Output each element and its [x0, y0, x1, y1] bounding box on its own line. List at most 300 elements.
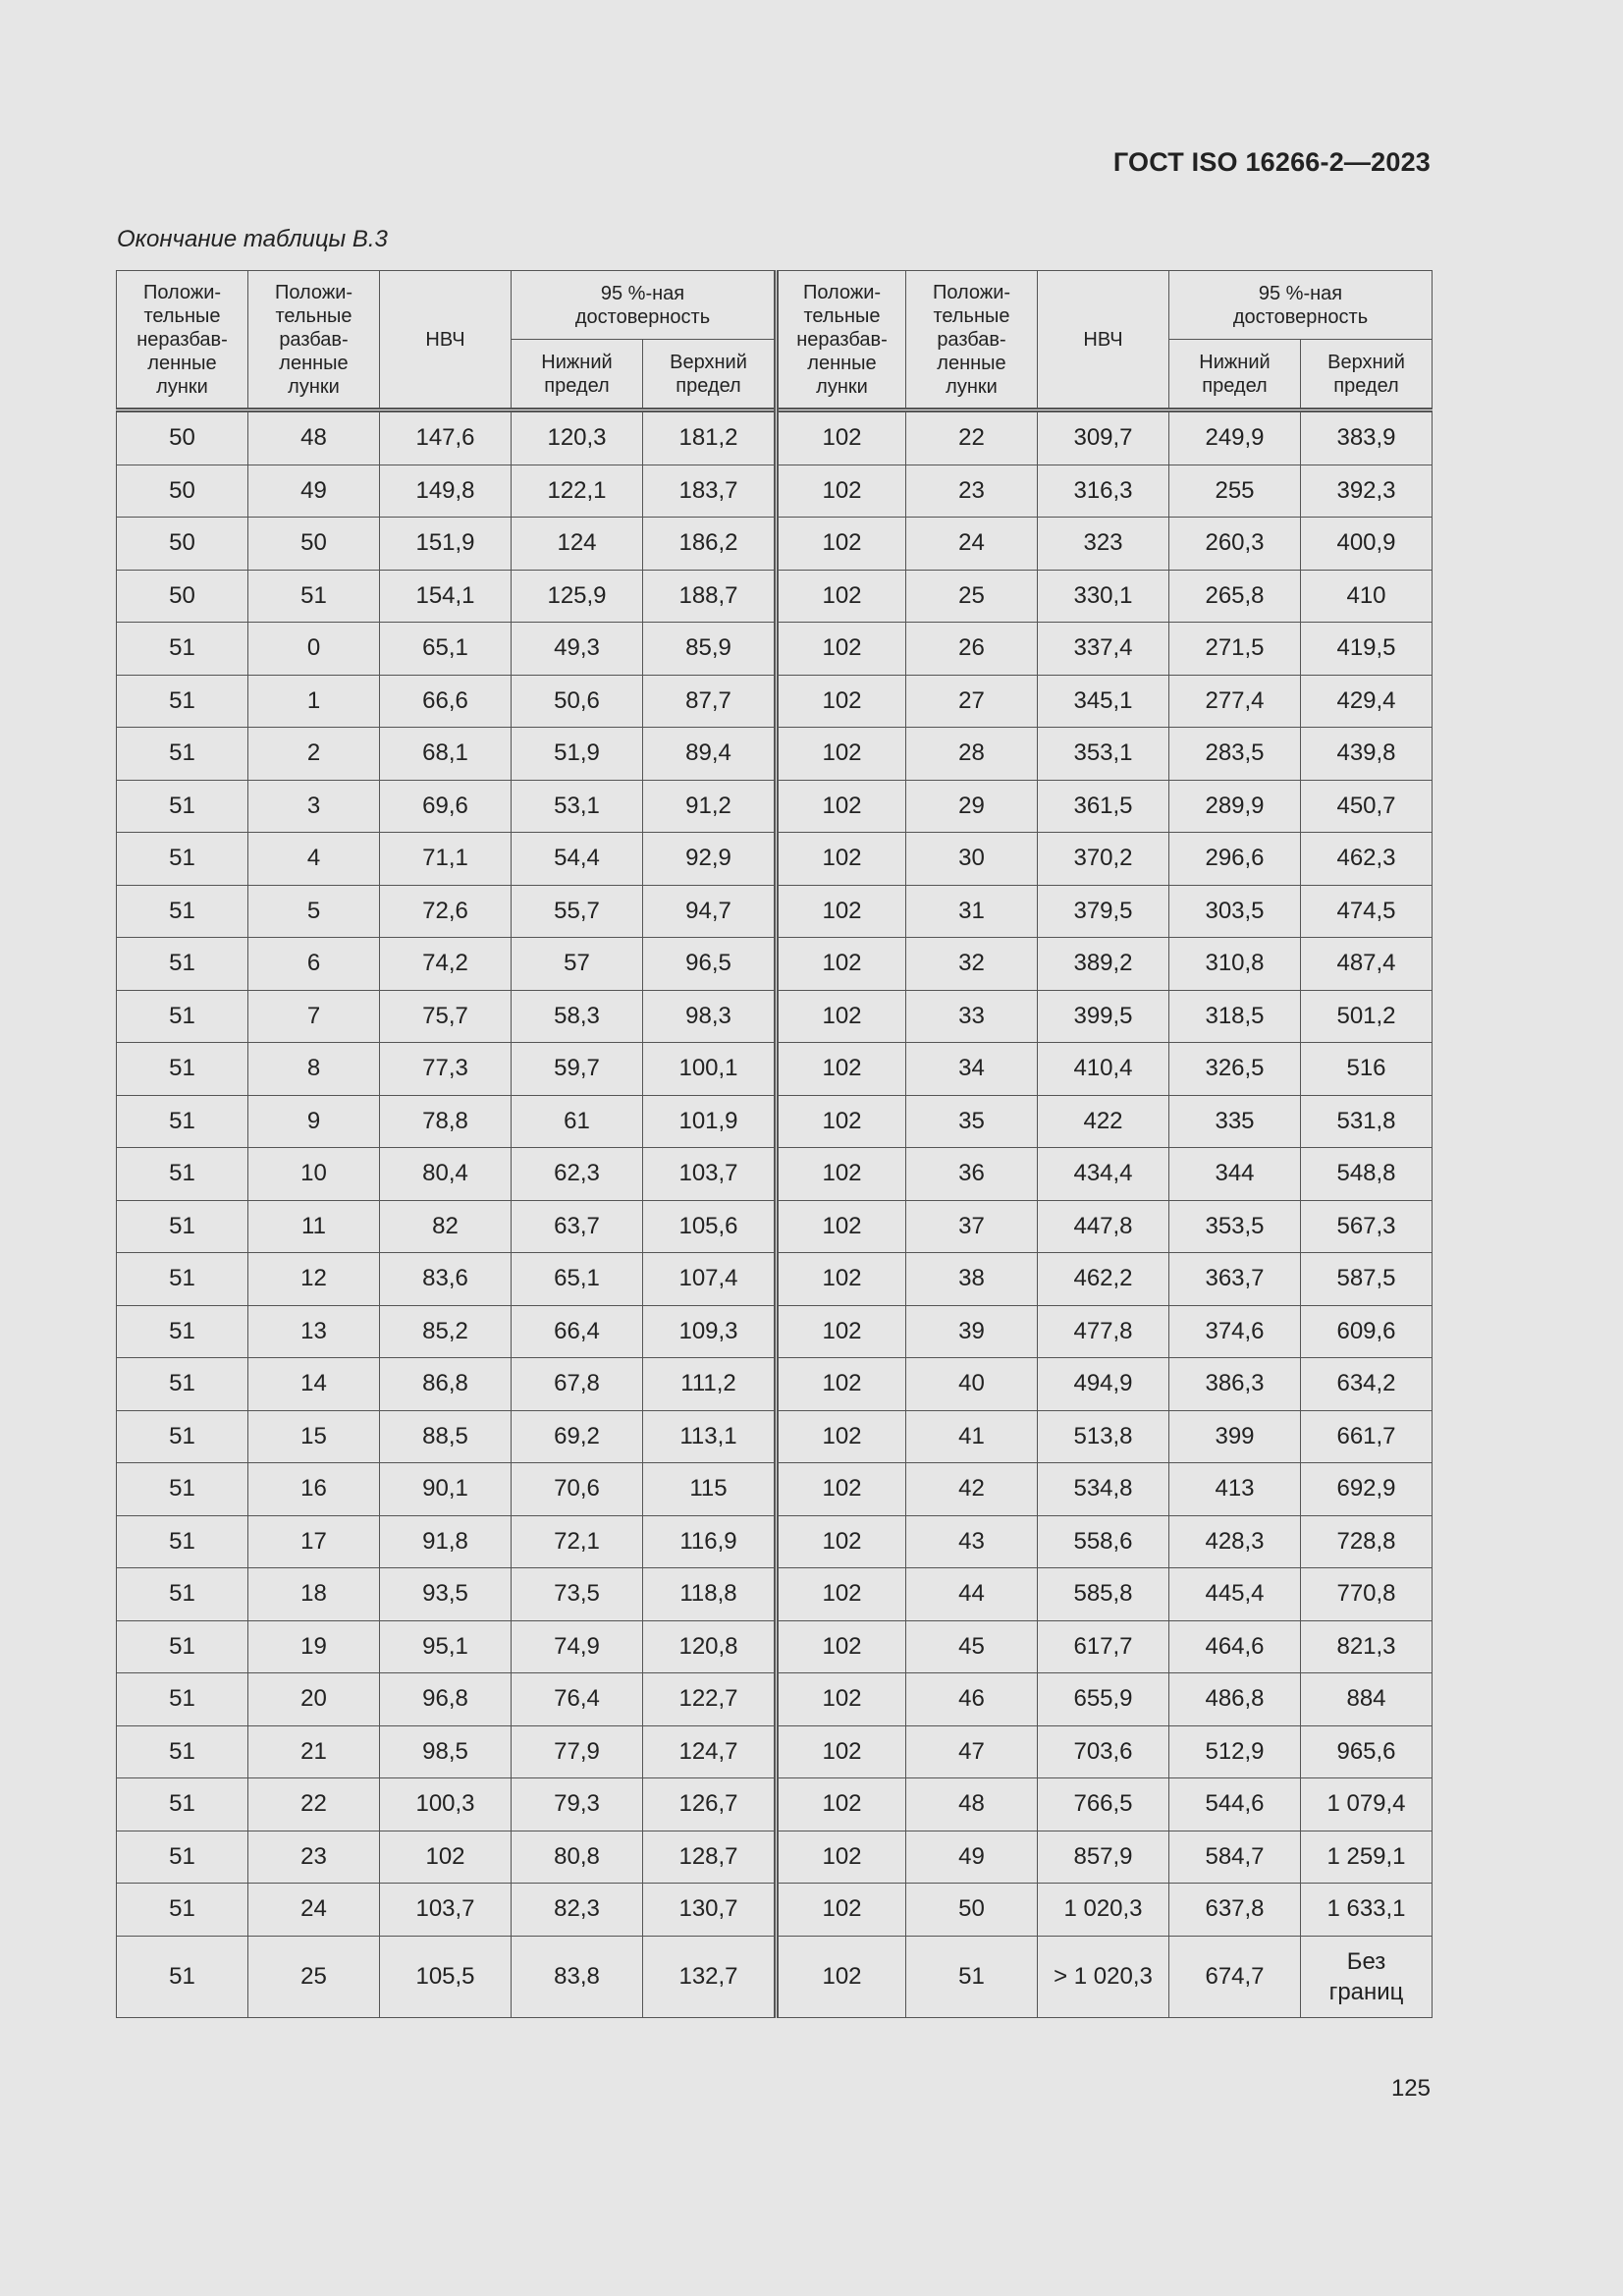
table-cell: 26	[906, 623, 1038, 676]
table-cell: 655,9	[1038, 1673, 1169, 1726]
table-cell: 51	[117, 1673, 248, 1726]
table-cell: 72,6	[380, 885, 512, 938]
table-row	[117, 570, 1433, 623]
table-cell: 544,6	[1169, 1778, 1301, 1831]
table-row	[117, 728, 1433, 781]
table-cell: 82,3	[512, 1884, 643, 1937]
table-cell: 326,5	[1169, 1043, 1301, 1096]
table-row	[117, 465, 1433, 518]
table-cell: 73,5	[512, 1568, 643, 1621]
table-cell: 100,1	[643, 1043, 777, 1096]
table-cell: 51	[117, 1253, 248, 1306]
table-cell: 585,8	[1038, 1568, 1169, 1621]
table-cell: 410	[1301, 570, 1433, 623]
table-row	[117, 1725, 1433, 1778]
table-cell: 23	[248, 1831, 380, 1884]
table-cell: 107,4	[643, 1253, 777, 1306]
table-cell: 132,7	[643, 1936, 777, 2017]
table-cell: 100,3	[380, 1778, 512, 1831]
table-cell: 181,2	[643, 410, 777, 465]
table-cell: 34	[906, 1043, 1038, 1096]
table-cell: 330,1	[1038, 570, 1169, 623]
table-cell: 147,6	[380, 410, 512, 465]
document-header: ГОСТ ISO 16266-2—2023	[1112, 147, 1431, 177]
table-row	[117, 1463, 1433, 1516]
table-cell: 884	[1301, 1673, 1433, 1726]
page-number: 125	[1390, 2075, 1431, 2102]
table-cell: 265,8	[1169, 570, 1301, 623]
table-cell: 102	[777, 1358, 906, 1411]
table-cell: 51	[117, 1884, 248, 1937]
table-cell: 50	[117, 518, 248, 571]
table-cell: 102	[777, 675, 906, 728]
table-cell: 51	[117, 1043, 248, 1096]
table-cell: 335	[1169, 1095, 1301, 1148]
table-cell: 9	[248, 1095, 380, 1148]
table-cell: 399,5	[1038, 990, 1169, 1043]
table-cell: 105,5	[380, 1936, 512, 2017]
table-cell: 17	[248, 1515, 380, 1568]
table-cell: 94,7	[643, 885, 777, 938]
table-cell: 345,1	[1038, 675, 1169, 728]
table-cell: 149,8	[380, 465, 512, 518]
table-cell: 379,5	[1038, 885, 1169, 938]
table-cell: 103,7	[380, 1884, 512, 1937]
table-cell: 58,3	[512, 990, 643, 1043]
table-row	[117, 1673, 1433, 1726]
table-cell: 5	[248, 885, 380, 938]
table-cell: 130,7	[643, 1884, 777, 1937]
table-cell: 283,5	[1169, 728, 1301, 781]
table-cell: 51	[117, 1410, 248, 1463]
table-cell: 413	[1169, 1463, 1301, 1516]
table-cell: 50	[906, 1884, 1038, 1937]
table-cell: 72,1	[512, 1515, 643, 1568]
table-cell: 51	[117, 1515, 248, 1568]
table-row	[117, 1831, 1433, 1884]
col-header-lower: Нижний предел	[512, 340, 643, 410]
table-row	[117, 1620, 1433, 1673]
table-cell: 45	[906, 1620, 1038, 1673]
table-cell: 65,1	[380, 623, 512, 676]
table-cell: 318,5	[1169, 990, 1301, 1043]
table-cell: 637,8	[1169, 1884, 1301, 1937]
table-cell: 51	[117, 833, 248, 886]
table-cell: 309,7	[1038, 410, 1169, 465]
table-cell: 48	[248, 410, 380, 465]
table-cell: 1 259,1	[1301, 1831, 1433, 1884]
table-cell: 27	[906, 675, 1038, 728]
table-cell: 386,3	[1169, 1358, 1301, 1411]
table-cell: 51	[117, 1725, 248, 1778]
table-cell: 24	[248, 1884, 380, 1937]
table-row	[117, 410, 1433, 465]
table-cell: 105,6	[643, 1200, 777, 1253]
table-cell: 77,3	[380, 1043, 512, 1096]
table-cell: 51	[117, 990, 248, 1043]
table-row	[117, 938, 1433, 991]
table-cell: 374,6	[1169, 1305, 1301, 1358]
table-cell: 102	[777, 1831, 906, 1884]
table-cell: 47	[906, 1725, 1038, 1778]
table-cell: 51	[117, 1778, 248, 1831]
table-cell: 49,3	[512, 623, 643, 676]
table-cell: 46	[906, 1673, 1038, 1726]
table-cell: 310,8	[1169, 938, 1301, 991]
table-cell: 102	[777, 1253, 906, 1306]
table-cell: 82	[380, 1200, 512, 1253]
table-cell: 51	[117, 1831, 248, 1884]
table-cell: 38	[906, 1253, 1038, 1306]
table-cell: 101,9	[643, 1095, 777, 1148]
table-cell: 61	[512, 1095, 643, 1148]
table-row	[117, 1778, 1433, 1831]
col-header-pos-undiluted: Положи- тельные неразбав- ленные лунки	[777, 271, 906, 410]
table-cell: 69,2	[512, 1410, 643, 1463]
table-cell: 55,7	[512, 885, 643, 938]
table-cell: 71,1	[380, 833, 512, 886]
table-row	[117, 1568, 1433, 1621]
table-cell: 93,5	[380, 1568, 512, 1621]
table-cell: 186,2	[643, 518, 777, 571]
table-header	[117, 271, 1433, 410]
table-cell: 51	[906, 1936, 1038, 2017]
table-cell: 12	[248, 1253, 380, 1306]
table-cell: 4	[248, 833, 380, 886]
table-cell: 501,2	[1301, 990, 1433, 1043]
table-cell: 50	[117, 410, 248, 465]
table-cell: 183,7	[643, 465, 777, 518]
table-cell: 857,9	[1038, 1831, 1169, 1884]
table-cell: 15	[248, 1410, 380, 1463]
table-cell: 51	[117, 623, 248, 676]
table-cell: 289,9	[1169, 780, 1301, 833]
table-row	[117, 1515, 1433, 1568]
table-cell: 91,2	[643, 780, 777, 833]
table-cell: 102	[777, 1778, 906, 1831]
table-cell: 67,8	[512, 1358, 643, 1411]
table-cell: 51	[117, 1358, 248, 1411]
table-cell: 74,2	[380, 938, 512, 991]
table-row	[117, 1095, 1433, 1148]
col-header-confidence: 95 %-ная достоверность	[512, 271, 777, 340]
table-row	[117, 780, 1433, 833]
table-cell: 102	[777, 570, 906, 623]
table-cell: 296,6	[1169, 833, 1301, 886]
table-row	[117, 1358, 1433, 1411]
table-cell: 25	[906, 570, 1038, 623]
table-cell: 51	[117, 675, 248, 728]
table-cell: 102	[777, 938, 906, 991]
table-cell: 66,4	[512, 1305, 643, 1358]
table-cell: 102	[777, 623, 906, 676]
col-header-mpn: НВЧ	[380, 271, 512, 410]
table-cell: 770,8	[1301, 1568, 1433, 1621]
table-cell: 102	[380, 1831, 512, 1884]
table-cell: 102	[777, 1515, 906, 1568]
table-cell: 28	[906, 728, 1038, 781]
table-cell: 31	[906, 885, 1038, 938]
table-cell: 255	[1169, 465, 1301, 518]
table-row	[117, 623, 1433, 676]
table-cell: 1 020,3	[1038, 1884, 1169, 1937]
table-cell: 16	[248, 1463, 380, 1516]
table-cell: 445,4	[1169, 1568, 1301, 1621]
table-cell: 102	[777, 1673, 906, 1726]
table-cell: 102	[777, 990, 906, 1043]
table-cell: 113,1	[643, 1410, 777, 1463]
table-cell: 50	[117, 465, 248, 518]
table-cell: 50,6	[512, 675, 643, 728]
table-cell: 584,7	[1169, 1831, 1301, 1884]
table-cell: 486,8	[1169, 1673, 1301, 1726]
table-cell: 23	[906, 465, 1038, 518]
table-cell: 102	[777, 1568, 906, 1621]
table-cell: 661,7	[1301, 1410, 1433, 1463]
table-cell: 102	[777, 1200, 906, 1253]
table-cell: 344	[1169, 1148, 1301, 1201]
table-cell: 494,9	[1038, 1358, 1169, 1411]
table-cell: 66,6	[380, 675, 512, 728]
table-cell: 102	[777, 1095, 906, 1148]
table-cell: 57	[512, 938, 643, 991]
table-cell: 70,6	[512, 1463, 643, 1516]
table-row	[117, 1043, 1433, 1096]
table-cell: 42	[906, 1463, 1038, 1516]
table-body	[117, 410, 1433, 2018]
table-cell: 7	[248, 990, 380, 1043]
table-cell: 122,7	[643, 1673, 777, 1726]
table-cell: 77,9	[512, 1725, 643, 1778]
table-cell: 14	[248, 1358, 380, 1411]
col-header-pos-undiluted: Положи- тельные неразбав- ленные лунки	[117, 271, 248, 410]
table-cell: 102	[777, 1463, 906, 1516]
table-cell: 392,3	[1301, 465, 1433, 518]
table-cell: 609,6	[1301, 1305, 1433, 1358]
table-cell: 54,4	[512, 833, 643, 886]
col-header-pos-diluted: Положи- тельные разбав- ленные лунки	[248, 271, 380, 410]
table-cell: 85,2	[380, 1305, 512, 1358]
table-cell: 75,7	[380, 990, 512, 1043]
table-cell: 74,9	[512, 1620, 643, 1673]
table-cell: 78,8	[380, 1095, 512, 1148]
table-cell: 51	[117, 938, 248, 991]
table-cell: 303,5	[1169, 885, 1301, 938]
table-cell: 92,9	[643, 833, 777, 886]
table-cell: 102	[777, 728, 906, 781]
table-cell: 548,8	[1301, 1148, 1433, 1201]
table-cell: 353,1	[1038, 728, 1169, 781]
table-cell: 24	[906, 518, 1038, 571]
table-cell: 462,2	[1038, 1253, 1169, 1306]
table-cell: 63,7	[512, 1200, 643, 1253]
table-row	[117, 833, 1433, 886]
table-cell: 43	[906, 1515, 1038, 1568]
table-cell: 0	[248, 623, 380, 676]
table-cell: 40	[906, 1358, 1038, 1411]
table-cell: 567,3	[1301, 1200, 1433, 1253]
table-cell: 83,8	[512, 1936, 643, 2017]
table-cell: 477,8	[1038, 1305, 1169, 1358]
table-cell: 277,4	[1169, 675, 1301, 728]
table-cell: 188,7	[643, 570, 777, 623]
table-cell: 102	[777, 1725, 906, 1778]
table-cell: 428,3	[1169, 1515, 1301, 1568]
table-cell: 41	[906, 1410, 1038, 1463]
table-cell: 11	[248, 1200, 380, 1253]
table-cell: 88,5	[380, 1410, 512, 1463]
data-table	[116, 270, 1433, 2018]
table-cell: 120,3	[512, 410, 643, 465]
table-cell: 85,9	[643, 623, 777, 676]
table-cell: 419,5	[1301, 623, 1433, 676]
table-cell: 102	[777, 1410, 906, 1463]
table-cell: 617,7	[1038, 1620, 1169, 1673]
table-cell: 487,4	[1301, 938, 1433, 991]
table-row	[117, 1884, 1433, 1937]
table-cell: 90,1	[380, 1463, 512, 1516]
table-cell: 124,7	[643, 1725, 777, 1778]
table-cell: 2	[248, 728, 380, 781]
table-cell: 25	[248, 1936, 380, 2017]
table-cell: 102	[777, 1884, 906, 1937]
col-header-lower: Нижний предел	[1169, 340, 1301, 410]
col-header-pos-diluted: Положи- тельные разбав- ленные лунки	[906, 271, 1038, 410]
table-cell: 728,8	[1301, 1515, 1433, 1568]
table-cell: 400,9	[1301, 518, 1433, 571]
table-cell: 44	[906, 1568, 1038, 1621]
table-row	[117, 1200, 1433, 1253]
table-cell: 383,9	[1301, 410, 1433, 465]
table-cell: 91,8	[380, 1515, 512, 1568]
table-cell: 361,5	[1038, 780, 1169, 833]
table-cell: 51	[117, 728, 248, 781]
table-cell: 399	[1169, 1410, 1301, 1463]
table-cell: 83,6	[380, 1253, 512, 1306]
col-header-confidence: 95 %-ная достоверность	[1169, 271, 1433, 340]
table-row	[117, 1936, 1433, 2017]
table-cell: 79,3	[512, 1778, 643, 1831]
table-cell: 89,4	[643, 728, 777, 781]
table-cell: 3	[248, 780, 380, 833]
table-cell: 126,7	[643, 1778, 777, 1831]
table-cell: 102	[777, 410, 906, 465]
table-cell: 8	[248, 1043, 380, 1096]
table-cell: 96,5	[643, 938, 777, 991]
table-cell: 337,4	[1038, 623, 1169, 676]
table-cell: 118,8	[643, 1568, 777, 1621]
table-cell: 516	[1301, 1043, 1433, 1096]
table-cell: 21	[248, 1725, 380, 1778]
table-cell: 439,8	[1301, 728, 1433, 781]
table-cell: 68,1	[380, 728, 512, 781]
table-cell: 102	[777, 780, 906, 833]
table-cell: 249,9	[1169, 410, 1301, 465]
table-cell: 48	[906, 1778, 1038, 1831]
table-cell: 965,6	[1301, 1725, 1433, 1778]
table-cell: 323	[1038, 518, 1169, 571]
table-cell: 29	[906, 780, 1038, 833]
table-cell: 80,8	[512, 1831, 643, 1884]
table-cell: 76,4	[512, 1673, 643, 1726]
table-cell: 474,5	[1301, 885, 1433, 938]
table-cell: 370,2	[1038, 833, 1169, 886]
table-cell: 410,4	[1038, 1043, 1169, 1096]
table-cell: 587,5	[1301, 1253, 1433, 1306]
table-cell: 51	[117, 1463, 248, 1516]
table-cell: 69,6	[380, 780, 512, 833]
table-cell: 102	[777, 1148, 906, 1201]
table-cell: 462,3	[1301, 833, 1433, 886]
table-cell: 450,7	[1301, 780, 1433, 833]
table-cell: 103,7	[643, 1148, 777, 1201]
table-row	[117, 885, 1433, 938]
table-cell: 80,4	[380, 1148, 512, 1201]
table-cell: > 1 020,3	[1038, 1936, 1169, 2017]
table-cell: 51,9	[512, 728, 643, 781]
table-cell: 98,3	[643, 990, 777, 1043]
table-cell: 51	[117, 1200, 248, 1253]
table-cell: 13	[248, 1305, 380, 1358]
table-cell: 464,6	[1169, 1620, 1301, 1673]
table-cell: 53,1	[512, 780, 643, 833]
table-row	[117, 1305, 1433, 1358]
table-cell: 51	[117, 1568, 248, 1621]
table-cell: 154,1	[380, 570, 512, 623]
table-cell: 51	[117, 1148, 248, 1201]
table-cell: 19	[248, 1620, 380, 1673]
table-cell: 22	[248, 1778, 380, 1831]
table-cell: 102	[777, 518, 906, 571]
table-cell: 51	[117, 1620, 248, 1673]
table-cell: 703,6	[1038, 1725, 1169, 1778]
table-cell: 18	[248, 1568, 380, 1621]
table-cell: 692,9	[1301, 1463, 1433, 1516]
table-cell: 102	[777, 1043, 906, 1096]
table-cell: 32	[906, 938, 1038, 991]
table-cell: 10	[248, 1148, 380, 1201]
table-cell: 50	[117, 570, 248, 623]
table-cell: 821,3	[1301, 1620, 1433, 1673]
col-header-mpn: НВЧ	[1038, 271, 1169, 410]
table-cell: 102	[777, 1305, 906, 1358]
table-cell: 434,4	[1038, 1148, 1169, 1201]
table-cell: 124	[512, 518, 643, 571]
table-cell: 447,8	[1038, 1200, 1169, 1253]
table-cell: 531,8	[1301, 1095, 1433, 1148]
table-cell: Без границ	[1301, 1936, 1433, 2017]
table-cell: 363,7	[1169, 1253, 1301, 1306]
table-cell: 96,8	[380, 1673, 512, 1726]
table-cell: 429,4	[1301, 675, 1433, 728]
table-cell: 35	[906, 1095, 1038, 1148]
table-cell: 534,8	[1038, 1463, 1169, 1516]
table-cell: 513,8	[1038, 1410, 1169, 1463]
table-cell: 50	[248, 518, 380, 571]
table-row	[117, 1253, 1433, 1306]
table-cell: 120,8	[643, 1620, 777, 1673]
table-cell: 51	[117, 1305, 248, 1358]
table-cell: 128,7	[643, 1831, 777, 1884]
table-cell: 49	[248, 465, 380, 518]
table-cell: 111,2	[643, 1358, 777, 1411]
table-cell: 558,6	[1038, 1515, 1169, 1568]
table-cell: 1 079,4	[1301, 1778, 1433, 1831]
table-cell: 33	[906, 990, 1038, 1043]
table-cell: 102	[777, 885, 906, 938]
table-cell: 6	[248, 938, 380, 991]
table-cell: 353,5	[1169, 1200, 1301, 1253]
